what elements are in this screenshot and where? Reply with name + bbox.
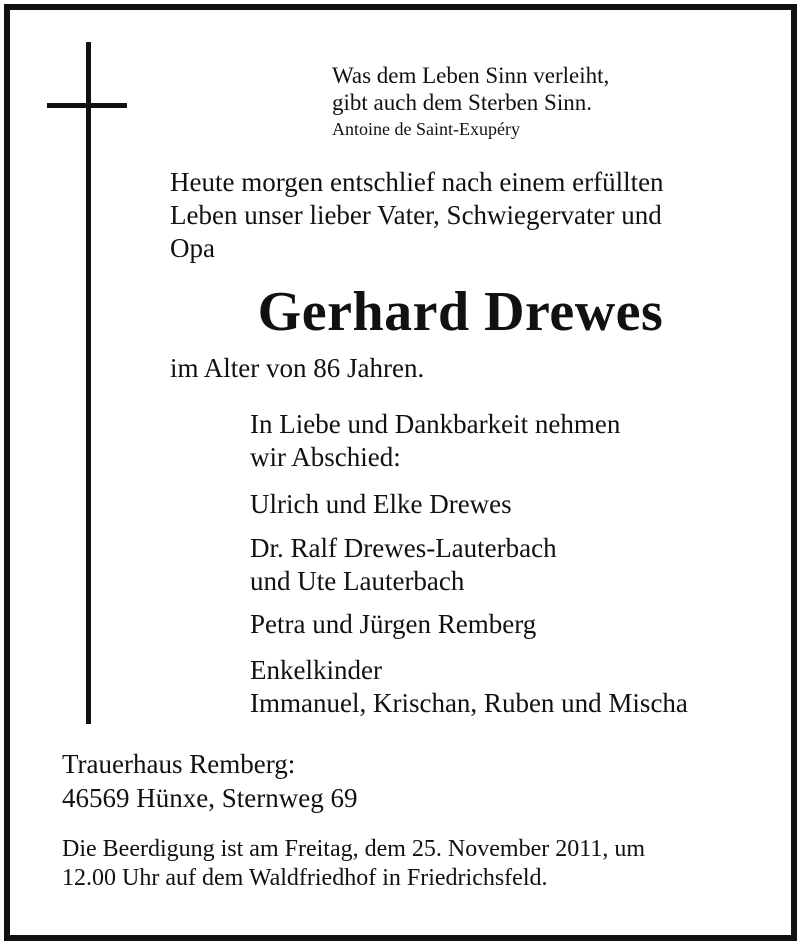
cross-icon-bar <box>47 103 127 108</box>
obituary-frame <box>4 4 797 941</box>
age-text: im Alter von 86 Jahren. <box>170 353 425 383</box>
announcement-line: Opa <box>170 233 215 263</box>
farewell-line: wir Abschied: <box>250 442 401 472</box>
quote <box>332 62 609 116</box>
funeral-info <box>62 835 645 893</box>
mourner-line: Immanuel, Krischan, Ruben und Mischa <box>250 688 688 718</box>
farewell-text <box>250 408 620 474</box>
mourner-group <box>250 608 536 641</box>
quote-author: Antoine de Saint-Exupéry <box>332 119 520 139</box>
cross-icon <box>86 42 91 724</box>
mourner-line: Dr. Ralf Drewes-Lauterbach <box>250 533 557 563</box>
deceased-name: Gerhard Drewes <box>257 281 664 343</box>
announcement-text <box>170 166 790 265</box>
mourner-line: Enkelkinder <box>250 655 382 685</box>
address-line: Trauerhaus Remberg: <box>62 749 296 779</box>
farewell-line: In Liebe und Dankbarkeit nehmen <box>250 409 621 439</box>
quote-line: Was dem Leben Sinn verleiht, <box>332 63 610 88</box>
address-line: 46569 Hünxe, Sternweg 69 <box>62 783 358 813</box>
mourner-line: Petra und Jürgen Remberg <box>250 609 537 639</box>
mourner-group <box>250 532 557 598</box>
mourning-house-address <box>62 747 357 815</box>
mourner-line: Ulrich und Elke Drewes <box>250 489 512 519</box>
funeral-line: 12.00 Uhr auf dem Waldfriedhof in Friedrichsfeld. <box>62 865 548 891</box>
mourner-group <box>250 654 688 720</box>
quote-line: gibt auch dem Sterben Sinn. <box>332 90 592 115</box>
funeral-line: Die Beerdigung ist am Freitag, dem 25. November 2011, um <box>62 836 645 862</box>
announcement-line: Heute morgen entschlief nach einem erfüllten <box>170 167 664 197</box>
mourner-line: und Ute Lauterbach <box>250 566 465 596</box>
mourner-group <box>250 488 512 521</box>
announcement-line: Leben unser lieber Vater, Schwiegervater und <box>170 200 662 230</box>
